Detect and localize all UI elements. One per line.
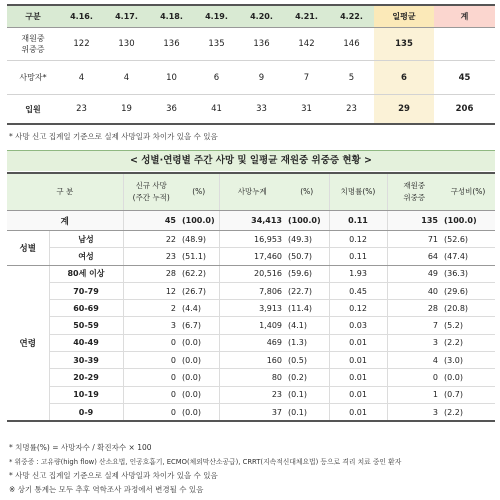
cell-new-pct: (62.2) [179, 265, 219, 282]
cell-cfr: 0.11 [329, 248, 387, 265]
average-cell: 135 [374, 28, 434, 61]
total-row [7, 211, 495, 231]
daily-status-table [7, 4, 495, 125]
cell-critical: 71 [387, 231, 441, 248]
cell-new: 22 [123, 231, 179, 248]
cell-cum: 160 [219, 352, 285, 369]
cell-critical: 40 [387, 282, 441, 299]
cell: 7 [284, 61, 329, 95]
cell-critical-pct: (5.2) [441, 317, 495, 334]
header-cell: 4.20. [239, 5, 284, 28]
total-cell: 206 [434, 95, 495, 125]
cell: 136 [149, 28, 194, 61]
cell-new-pct: (0.0) [179, 334, 219, 351]
cell: 142 [284, 28, 329, 61]
table-row [7, 300, 495, 317]
cell: 4 [104, 61, 149, 95]
cell: 6 [194, 61, 239, 95]
top-table-footnote: * 사망 신고 집계일 기준으로 실제 사망일과 차이가 있을 수 있음 [9, 132, 218, 141]
row-label: 70-79 [49, 282, 123, 299]
cell-cum: 37 [219, 403, 285, 421]
row-label [7, 28, 59, 61]
cell: 41 [194, 95, 239, 125]
group-label-sex: 성별 [7, 231, 49, 266]
header-cell-total: 계 [434, 5, 495, 28]
cell-new-pct: (0.0) [179, 403, 219, 421]
cell: 19 [104, 95, 149, 125]
cell: 23 [59, 95, 104, 125]
row-label-text: 재원중 위중증 [21, 34, 45, 54]
average-cell: 6 [374, 61, 434, 95]
cell: 135 [194, 28, 239, 61]
cell-new: 0 [123, 369, 179, 386]
table-row [7, 265, 495, 282]
row-label: 사망자* [7, 61, 59, 95]
header-cell: 4.21. [284, 5, 329, 28]
cell-cfr: 0.11 [329, 211, 387, 231]
cell-cum-pct: (11.4) [285, 300, 329, 317]
cell-new: 0 [123, 352, 179, 369]
cell-critical: 0 [387, 369, 441, 386]
table-row [7, 317, 495, 334]
header-cum-deaths: 사망누계 [219, 173, 285, 211]
cell-cum: 7,806 [219, 282, 285, 299]
table-row [7, 248, 495, 265]
cell: 130 [104, 28, 149, 61]
cell-cum-pct: (4.1) [285, 317, 329, 334]
cell-critical-pct: (52.6) [441, 231, 495, 248]
cell-new-pct: (0.0) [179, 352, 219, 369]
header-pct: (%) [179, 173, 219, 211]
daily-table-header [7, 5, 495, 28]
cell: 136 [239, 28, 284, 61]
row-label: 남성 [49, 231, 123, 248]
cell-new-pct: (48.9) [179, 231, 219, 248]
header-pct: (%) [285, 173, 329, 211]
cell-new: 2 [123, 300, 179, 317]
header-critical: 재원중 위중증 [387, 173, 441, 211]
footnote-death-date: * 사망 신고 집계일 기준으로 실제 사망일과 차이가 있을 수 있음 [9, 471, 218, 480]
cell: 4 [59, 61, 104, 95]
cell-cum: 16,953 [219, 231, 285, 248]
cell-cum: 34,413 [219, 211, 285, 231]
cell-critical-pct: (47.4) [441, 248, 495, 265]
header-share: 구성비(%) [441, 173, 495, 211]
cell-cfr: 0.03 [329, 317, 387, 334]
table-row [7, 369, 495, 386]
row-label: 입원 [7, 95, 59, 125]
row-label: 여성 [49, 248, 123, 265]
cell: 10 [149, 61, 194, 95]
cell-new: 0 [123, 403, 179, 421]
cell-cfr: 0.01 [329, 403, 387, 421]
row-label: 0-9 [49, 403, 123, 421]
cell-critical-pct: (0.0) [441, 369, 495, 386]
table-row [7, 95, 495, 125]
average-cell: 29 [374, 95, 434, 125]
header-fatality-rate: 치명률(%) [329, 173, 387, 211]
cell-new: 12 [123, 282, 179, 299]
cell: 9 [239, 61, 284, 95]
cell-cum-pct: (22.7) [285, 282, 329, 299]
footnote-disclaimer: ※ 상기 통계는 모두 추후 역학조사 과정에서 변경될 수 있음 [9, 485, 204, 494]
header-cell: 4.18. [149, 5, 194, 28]
section-title: < 성별·연령별 주간 사망 및 일평균 재원중 위중증 현황 > [7, 150, 495, 171]
table-row [7, 403, 495, 421]
cell-new: 0 [123, 386, 179, 403]
total-label: 계 [7, 211, 123, 231]
cell-cum-pct: (59.6) [285, 265, 329, 282]
cell-new: 23 [123, 248, 179, 265]
cell-cum: 23 [219, 386, 285, 403]
cell-cum-pct: (50.7) [285, 248, 329, 265]
cell-cum-pct: (1.3) [285, 334, 329, 351]
header-cell: 4.22. [329, 5, 374, 28]
cell-cfr: 0.12 [329, 300, 387, 317]
cell-new-pct: (0.0) [179, 386, 219, 403]
cell-critical: 1 [387, 386, 441, 403]
header-cell: 4.19. [194, 5, 239, 28]
cell-cum: 20,516 [219, 265, 285, 282]
cell-cfr: 0.01 [329, 369, 387, 386]
cell: 5 [329, 61, 374, 95]
cell-cum-pct: (0.1) [285, 403, 329, 421]
table-row [7, 231, 495, 248]
cell-critical: 64 [387, 248, 441, 265]
header-cell: 구분 [7, 5, 59, 28]
cell-new-pct: (100.0) [179, 211, 219, 231]
cell-critical-pct: (100.0) [441, 211, 495, 231]
table-row [7, 352, 495, 369]
cell: 122 [59, 28, 104, 61]
cell: 36 [149, 95, 194, 125]
cell-cum: 17,460 [219, 248, 285, 265]
table-row [7, 61, 495, 95]
cell: 31 [284, 95, 329, 125]
cell-new-pct: (4.4) [179, 300, 219, 317]
row-label: 20-29 [49, 369, 123, 386]
cell-critical: 3 [387, 403, 441, 421]
cell-cfr: 1.93 [329, 265, 387, 282]
cell-cfr: 0.01 [329, 334, 387, 351]
row-label: 60-69 [49, 300, 123, 317]
cell-cum: 469 [219, 334, 285, 351]
row-label: 80세 이상 [49, 265, 123, 282]
header-cell: 4.16. [59, 5, 104, 28]
cell-critical: 28 [387, 300, 441, 317]
header-cell-average: 일평균 [374, 5, 434, 28]
sex-age-status-table [7, 172, 495, 422]
header-cell: 4.17. [104, 5, 149, 28]
cell-critical: 3 [387, 334, 441, 351]
cell-critical-pct: (3.0) [441, 352, 495, 369]
cell-cfr: 0.01 [329, 352, 387, 369]
total-cell [434, 28, 495, 61]
cell-critical-pct: (29.6) [441, 282, 495, 299]
cell-cum-pct: (0.1) [285, 386, 329, 403]
table-row [7, 386, 495, 403]
cell: 33 [239, 95, 284, 125]
row-label: 50-59 [49, 317, 123, 334]
cell-critical-pct: (2.2) [441, 403, 495, 421]
table-row [7, 334, 495, 351]
cell-cum: 3,913 [219, 300, 285, 317]
group-label-age: 연령 [7, 265, 49, 421]
header-new-deaths: 신규 사망 (주간 누적) [123, 173, 179, 211]
footnote-critical-definition: * 위중증 : 고유량(high flow) 산소요법, 인공호흡기, ECMO(체외막산소공급), CRRT(지속적신대체요법) 등으로 격리 치료 중인 환자 [9, 458, 402, 466]
cell-new-pct: (6.7) [179, 317, 219, 334]
cell-new: 28 [123, 265, 179, 282]
cell-cum: 1,409 [219, 317, 285, 334]
cell-cfr: 0.01 [329, 386, 387, 403]
table-row [7, 28, 495, 61]
row-label: 30-39 [49, 352, 123, 369]
header-category: 구 분 [7, 173, 123, 211]
row-label: 40-49 [49, 334, 123, 351]
cell-cum-pct: (100.0) [285, 211, 329, 231]
cell-new-pct: (51.1) [179, 248, 219, 265]
table-row [7, 282, 495, 299]
cell-critical: 49 [387, 265, 441, 282]
cell-cum-pct: (0.5) [285, 352, 329, 369]
cell-critical: 135 [387, 211, 441, 231]
footnote-fatality: * 치명률(%) = 사망자수 / 확진자수 × 100 [9, 443, 152, 452]
cell-cum-pct: (49.3) [285, 231, 329, 248]
table-header [7, 173, 495, 211]
cell-critical-pct: (2.2) [441, 334, 495, 351]
cell-critical-pct: (0.7) [441, 386, 495, 403]
cell-new: 45 [123, 211, 179, 231]
cell-critical: 4 [387, 352, 441, 369]
cell-new-pct: (0.0) [179, 369, 219, 386]
row-label: 10-19 [49, 386, 123, 403]
cell: 23 [329, 95, 374, 125]
cell: 146 [329, 28, 374, 61]
cell-critical-pct: (20.8) [441, 300, 495, 317]
cell-new: 0 [123, 334, 179, 351]
cell-cfr: 0.12 [329, 231, 387, 248]
total-cell: 45 [434, 61, 495, 95]
cell-cum: 80 [219, 369, 285, 386]
cell-cfr: 0.45 [329, 282, 387, 299]
cell-new-pct: (26.7) [179, 282, 219, 299]
cell-cum-pct: (0.2) [285, 369, 329, 386]
cell-critical: 7 [387, 317, 441, 334]
cell-critical-pct: (36.3) [441, 265, 495, 282]
cell-new: 3 [123, 317, 179, 334]
